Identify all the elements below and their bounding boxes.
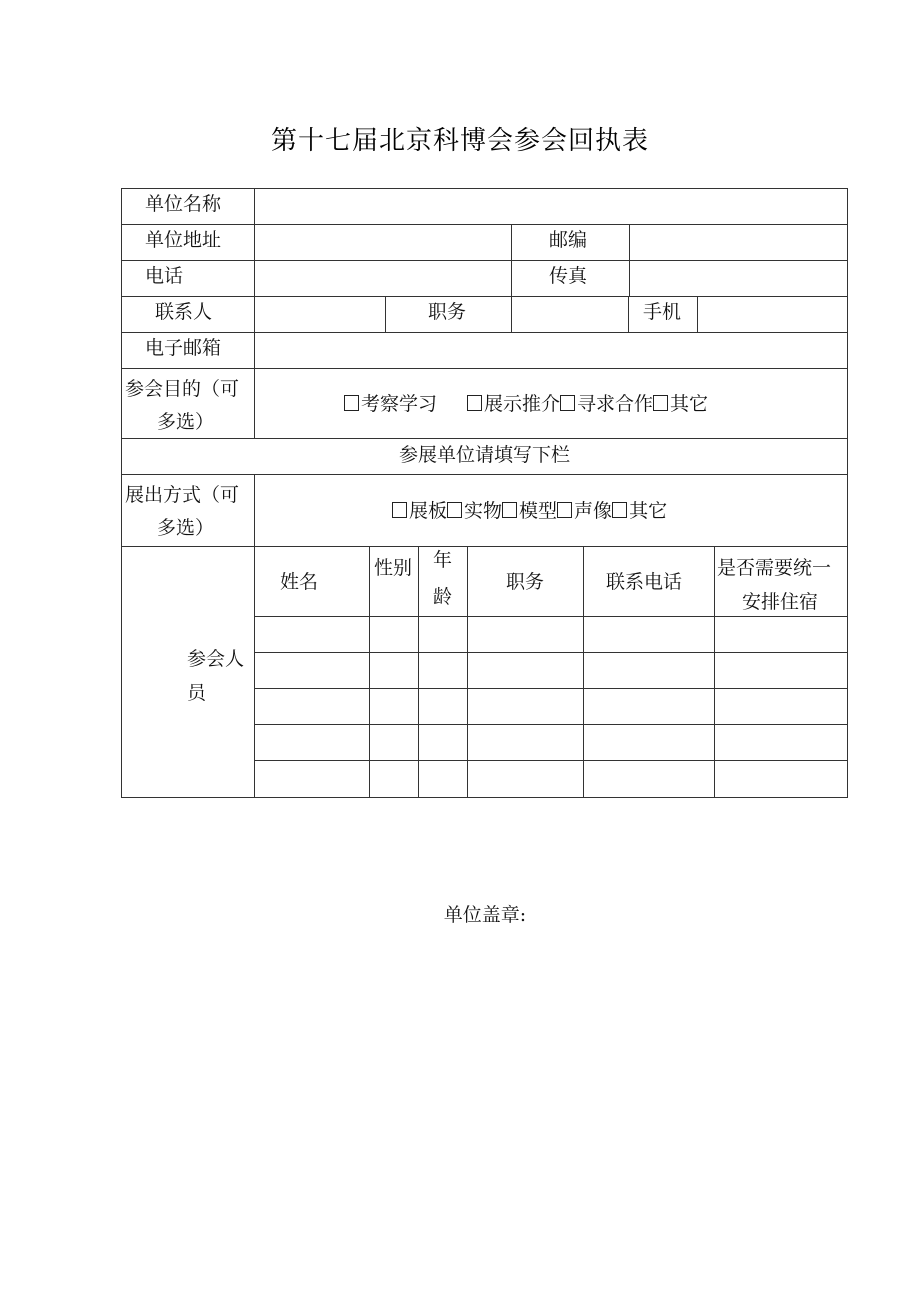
purpose-options <box>344 395 708 414</box>
header-lodging-line2: 安排住宿 <box>742 591 819 613</box>
checkbox-icon[interactable] <box>392 502 407 518</box>
position-field[interactable] <box>513 298 627 331</box>
unit-name-field[interactable] <box>256 190 846 223</box>
exhibit-options <box>392 502 667 521</box>
phone-field[interactable] <box>256 262 510 295</box>
purpose-option-other[interactable]: 其它 <box>653 393 708 415</box>
purpose-option-study[interactable]: 考察学习 <box>344 393 437 415</box>
contact-field[interactable] <box>256 298 384 331</box>
attendee-row[interactable] <box>255 617 847 652</box>
page-title: 第十七届北京科博会参会回执表 <box>270 126 649 156</box>
purpose-option-promote[interactable]: 展示推介 <box>467 393 560 415</box>
postcode-label: 邮编 <box>549 229 588 251</box>
exhibit-label-line2: 多选） <box>157 517 215 539</box>
unit-name-label: 单位名称 <box>145 193 222 215</box>
unit-address-label: 单位地址 <box>145 229 222 251</box>
position-label: 职务 <box>428 301 467 323</box>
mobile-field[interactable] <box>699 298 846 331</box>
attendee-row[interactable] <box>255 761 847 796</box>
purpose-label-line2: 多选） <box>157 411 215 433</box>
checkbox-icon[interactable] <box>653 395 668 411</box>
exhibitor-section-header: 参展单位请填写下栏 <box>398 444 570 466</box>
mobile-label: 手机 <box>643 301 682 323</box>
exhibit-label-line1: 展出方式（可 <box>125 484 240 506</box>
attendee-row[interactable] <box>255 653 847 688</box>
header-position: 职务 <box>506 571 545 593</box>
email-field[interactable] <box>256 334 846 367</box>
phone-label: 电话 <box>145 265 184 287</box>
fax-field[interactable] <box>631 262 846 295</box>
header-name: 姓名 <box>280 571 319 593</box>
attendees-label-line1: 参会人 <box>187 648 245 670</box>
contact-label: 联系人 <box>155 301 213 323</box>
exhibit-option-av[interactable]: 声像 <box>557 500 612 522</box>
exhibit-option-physical[interactable]: 实物 <box>447 500 502 522</box>
email-label: 电子邮箱 <box>145 337 222 359</box>
checkbox-icon[interactable] <box>502 502 517 518</box>
header-gender: 性别 <box>374 557 413 579</box>
attendee-row[interactable] <box>255 689 847 724</box>
exhibit-option-other[interactable]: 其它 <box>612 500 667 522</box>
postcode-field[interactable] <box>631 226 846 259</box>
unit-address-field[interactable] <box>256 226 510 259</box>
exhibit-option-model[interactable]: 模型 <box>502 500 557 522</box>
checkbox-icon[interactable] <box>447 502 462 518</box>
checkbox-icon[interactable] <box>467 395 482 411</box>
unit-stamp-label: 单位盖章: <box>443 904 527 926</box>
checkbox-icon[interactable] <box>344 395 359 411</box>
purpose-option-cooperate[interactable]: 寻求合作 <box>560 393 653 415</box>
attendee-row[interactable] <box>255 725 847 760</box>
checkbox-icon[interactable] <box>612 502 627 518</box>
header-phone: 联系电话 <box>606 571 683 593</box>
fax-label: 传真 <box>549 265 588 287</box>
exhibit-option-board[interactable]: 展板 <box>392 500 447 522</box>
purpose-label-line1: 参会目的（可 <box>125 378 240 400</box>
checkbox-icon[interactable] <box>560 395 575 411</box>
header-age-line2: 龄 <box>433 586 453 608</box>
header-age-line1: 年 <box>433 549 453 571</box>
header-lodging-line1: 是否需要统一 <box>717 557 832 579</box>
checkbox-icon[interactable] <box>557 502 572 518</box>
attendees-label-line2: 员 <box>187 682 207 704</box>
